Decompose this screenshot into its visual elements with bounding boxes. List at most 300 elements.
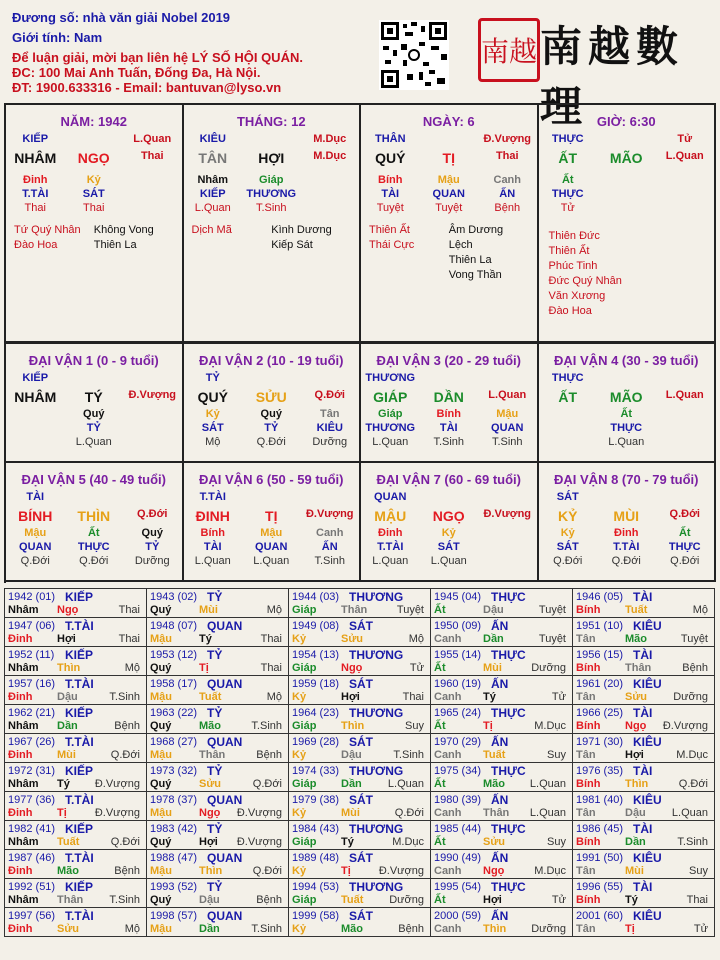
year-god: TỶ bbox=[207, 822, 223, 836]
year-god: SÁT bbox=[349, 851, 373, 865]
pillar-phase-top: M.Dục bbox=[313, 133, 347, 145]
dai-van-phase: Q.Đới bbox=[669, 508, 700, 520]
hidden-phase: L.Quan bbox=[194, 555, 231, 567]
year-cell bbox=[289, 676, 431, 705]
year-stem: Tân bbox=[576, 807, 596, 819]
year-label: 1957 (16) bbox=[8, 678, 56, 690]
year-stem: Tân bbox=[576, 865, 596, 877]
year-cell bbox=[5, 676, 147, 705]
year-phase: Suy bbox=[405, 720, 424, 732]
pillar-title: GIỜ: 6:30 bbox=[596, 114, 656, 129]
year-god: TỶ bbox=[207, 648, 223, 662]
star-item: Thái Cực bbox=[369, 239, 415, 251]
year-god: T.TÀI bbox=[65, 677, 94, 691]
dai-van-cell bbox=[184, 344, 362, 463]
pillar-branch: HỢI bbox=[258, 150, 285, 166]
year-label: 1978 (37) bbox=[150, 794, 198, 806]
year-stem: Giáp bbox=[292, 778, 317, 790]
year-phase: T.Sinh bbox=[109, 691, 140, 703]
year-phase: Đ.Vượng bbox=[662, 720, 708, 732]
year-phase: Đ.Vượng bbox=[236, 807, 282, 819]
year-branch: Mùi bbox=[199, 604, 218, 616]
hidden-stem: Mậu bbox=[496, 408, 519, 420]
year-cell bbox=[289, 763, 431, 792]
star-item: Vong Thần bbox=[448, 269, 502, 281]
year-phase: Đ.Vượng bbox=[378, 865, 424, 877]
year-god: THỰC bbox=[491, 764, 526, 778]
year-branch: Hợi bbox=[625, 749, 644, 761]
dai-van-main-row bbox=[184, 388, 360, 406]
dai-van-god: THƯƠNG bbox=[365, 372, 416, 384]
year-label: 1943 (02) bbox=[150, 591, 198, 603]
year-phase: Mộ bbox=[408, 633, 424, 645]
spacer bbox=[420, 132, 479, 146]
dai-van-hidden bbox=[361, 407, 537, 449]
hidden-stem: Bính bbox=[378, 174, 403, 186]
dai-van-god-row bbox=[6, 371, 182, 385]
hidden-stem-col bbox=[65, 407, 124, 449]
year-label: 1988 (47) bbox=[150, 852, 198, 864]
year-branch: Ngọ bbox=[483, 865, 505, 877]
year-cell bbox=[431, 792, 573, 821]
hidden-stem-col bbox=[597, 173, 656, 215]
year-stem: Canh bbox=[434, 807, 462, 819]
stars-list bbox=[361, 223, 537, 283]
year-branch: Tuất bbox=[483, 749, 506, 761]
year-stem: Tân bbox=[576, 633, 596, 645]
hidden-stem-col bbox=[301, 526, 360, 568]
hidden-phase: Thai bbox=[83, 202, 105, 214]
year-god: ẤN bbox=[491, 793, 509, 807]
year-god: TÀI bbox=[633, 706, 653, 720]
year-cell bbox=[147, 647, 289, 676]
dai-van-hidden bbox=[361, 526, 537, 568]
year-stem: Bính bbox=[576, 778, 601, 790]
year-god: ẤN bbox=[491, 677, 509, 691]
year-label: 1963 (22) bbox=[150, 707, 198, 719]
year-phase: L.Quan bbox=[387, 778, 424, 790]
spacer bbox=[65, 132, 124, 146]
year-god: KIẾP bbox=[65, 764, 94, 778]
year-stem: Đinh bbox=[8, 923, 33, 935]
hidden-god: SÁT bbox=[201, 422, 224, 434]
year-label: 1984 (43) bbox=[292, 823, 340, 835]
hidden-stem: Mậu bbox=[24, 527, 47, 539]
year-label: 1991 (50) bbox=[576, 852, 624, 864]
star-item: Đào Hoa bbox=[14, 239, 58, 251]
year-cell bbox=[5, 589, 147, 618]
year-branch: Mão bbox=[57, 865, 79, 877]
year-cell bbox=[5, 618, 147, 647]
hidden-phase: Dưỡng bbox=[312, 436, 348, 448]
year-cell bbox=[431, 618, 573, 647]
year-god: T.TÀI bbox=[65, 793, 94, 807]
year-god: KIẾP bbox=[65, 648, 94, 662]
year-branch: Thân bbox=[199, 749, 226, 761]
year-stem: Quý bbox=[150, 604, 172, 616]
pillar-cell bbox=[539, 105, 717, 343]
hidden-phase: Q.Đới bbox=[256, 436, 286, 448]
pillar-stem: NHÂM bbox=[14, 150, 57, 166]
dai-van-branch: DẦN bbox=[433, 389, 464, 405]
year-phase: Mộ bbox=[124, 662, 140, 674]
logo-seal: 南越 bbox=[478, 18, 540, 82]
dai-van-title: ĐẠI VẬN 2 (10 - 19 tuổi) bbox=[199, 353, 344, 368]
year-god: THỰC bbox=[491, 822, 526, 836]
year-god: THỰC bbox=[491, 880, 526, 894]
year-phase: Dưỡng bbox=[531, 662, 566, 674]
year-label: 1994 (53) bbox=[292, 881, 340, 893]
year-stem: Đinh bbox=[8, 807, 33, 819]
year-stem: Giáp bbox=[292, 662, 317, 674]
star-item: Đào Hoa bbox=[548, 305, 592, 317]
year-cell bbox=[5, 879, 147, 908]
hidden-stem: Kỷ bbox=[205, 408, 220, 420]
year-stem: Ất bbox=[434, 836, 446, 848]
year-branch: Dần bbox=[57, 720, 78, 732]
hidden-phase: T.Sinh bbox=[491, 436, 523, 448]
hidden-stem: Đinh bbox=[23, 174, 48, 186]
star-item: Thiên Đức bbox=[548, 230, 600, 242]
year-branch: Thân bbox=[625, 662, 652, 674]
dai-van-god: SÁT bbox=[556, 491, 579, 503]
year-cell bbox=[573, 705, 715, 734]
hidden-stem-col bbox=[242, 407, 301, 449]
star-item: Thiên La bbox=[448, 254, 492, 266]
hidden-god: TỶ bbox=[86, 422, 101, 434]
year-label: 1948 (07) bbox=[150, 620, 198, 632]
year-god: TỶ bbox=[207, 590, 223, 604]
year-cell bbox=[289, 850, 431, 879]
hidden-phase: L.Quan bbox=[253, 555, 290, 567]
yearly-grid bbox=[4, 588, 715, 937]
dai-van-god-row bbox=[6, 490, 182, 504]
year-branch: Hợi bbox=[483, 894, 502, 906]
year-cell bbox=[5, 705, 147, 734]
year-label: 1969 (28) bbox=[292, 736, 340, 748]
year-phase: Bệnh bbox=[398, 923, 424, 935]
dai-van-grid-row1 bbox=[4, 342, 716, 464]
dai-van-god: KIẾP bbox=[22, 372, 49, 384]
year-branch: Mùi bbox=[341, 807, 360, 819]
year-phase: Dưỡng bbox=[673, 691, 708, 703]
hidden-god: QUAN bbox=[255, 541, 288, 553]
year-god: T.TÀI bbox=[65, 851, 94, 865]
pillar-phase-top: L.Quan bbox=[133, 133, 172, 145]
year-god: KIẾP bbox=[65, 822, 94, 836]
year-branch: Sửu bbox=[483, 836, 506, 848]
hidden-stem-col bbox=[65, 526, 124, 568]
hidden-god: T.TÀI bbox=[613, 541, 640, 553]
year-phase: Thai bbox=[260, 662, 282, 674]
year-label: 1977 (36) bbox=[8, 794, 56, 806]
hidden-stem: Bính bbox=[200, 527, 225, 539]
year-god: THỰC bbox=[491, 648, 526, 662]
hidden-phase: Tuyệt bbox=[435, 202, 463, 214]
dai-van-cell bbox=[6, 344, 184, 463]
year-phase: M.Dục bbox=[534, 865, 566, 877]
pillar-title: NĂM: 1942 bbox=[60, 114, 127, 129]
hidden-phase: Tử bbox=[560, 202, 575, 214]
hidden-god: TỶ bbox=[145, 541, 160, 553]
subject-line: Đương số: nhà văn giải Nobel 2019 bbox=[12, 10, 231, 25]
year-phase: T.Sinh bbox=[251, 720, 282, 732]
year-god: TÀI bbox=[633, 590, 653, 604]
year-stem: Kỷ bbox=[292, 633, 307, 645]
year-god: QUAN bbox=[207, 735, 243, 749]
year-branch: Tý bbox=[341, 836, 354, 848]
year-stem: Nhâm bbox=[8, 836, 39, 848]
hidden-stem-col bbox=[597, 526, 656, 568]
hidden-phase: T.Sinh bbox=[314, 555, 346, 567]
dai-van-stem: GIÁP bbox=[373, 389, 408, 405]
year-stem: Giáp bbox=[292, 894, 317, 906]
year-branch: Hợi bbox=[341, 691, 360, 703]
hidden-stem-col bbox=[420, 407, 479, 449]
year-label: 1953 (12) bbox=[150, 649, 198, 661]
year-label: 1997 (56) bbox=[8, 910, 56, 922]
hidden-phase: Thai bbox=[24, 202, 46, 214]
year-god: TỶ bbox=[207, 764, 223, 778]
year-phase: L.Quan bbox=[671, 807, 708, 819]
hidden-stem-col bbox=[478, 526, 537, 568]
year-god: TỶ bbox=[207, 706, 223, 720]
hidden-stem: Canh bbox=[316, 527, 344, 539]
year-cell bbox=[573, 821, 715, 850]
year-branch: Mão bbox=[483, 778, 505, 790]
stars-right bbox=[271, 223, 351, 253]
year-stem: Bính bbox=[576, 894, 601, 906]
year-phase: Đ.Vượng bbox=[94, 807, 140, 819]
year-phase: Tử bbox=[409, 662, 424, 674]
year-branch: Tị bbox=[483, 720, 493, 732]
year-cell bbox=[431, 879, 573, 908]
dai-van-main-row bbox=[6, 388, 182, 406]
year-stem: Quý bbox=[150, 662, 172, 674]
year-branch: Dần bbox=[341, 778, 362, 790]
year-cell bbox=[289, 879, 431, 908]
year-phase: Tử bbox=[551, 894, 566, 906]
hidden-stem-col bbox=[656, 173, 715, 215]
pillar-god-row bbox=[184, 132, 360, 146]
year-god: THƯƠNG bbox=[349, 590, 404, 604]
year-god: SÁT bbox=[349, 793, 373, 807]
year-stem: Canh bbox=[434, 691, 462, 703]
year-phase: Thai bbox=[260, 633, 282, 645]
year-stem: Kỷ bbox=[292, 923, 307, 935]
stars-left bbox=[14, 223, 94, 253]
dai-van-phase: Đ.Vượng bbox=[483, 508, 532, 520]
hidden-stem-col bbox=[65, 173, 124, 215]
pillar-hidden bbox=[184, 173, 360, 215]
hidden-phase: L.Quan bbox=[75, 436, 112, 448]
dai-van-main-row bbox=[6, 507, 182, 525]
hidden-stem-col bbox=[361, 407, 420, 449]
hidden-phase: L.Quan bbox=[430, 555, 467, 567]
hidden-god: T.TÀI bbox=[22, 188, 49, 200]
contact-line: Để luận giải, mời bạn liên hệ LÝ SỐ HỘI QUÁN. bbox=[12, 50, 303, 65]
dai-van-god-row bbox=[539, 371, 715, 385]
year-branch: Dậu bbox=[483, 604, 504, 616]
dai-van-cell bbox=[361, 463, 539, 582]
dai-van-title: ĐẠI VẬN 5 (40 - 49 tuổi) bbox=[21, 472, 166, 487]
year-cell bbox=[147, 879, 289, 908]
pillar-phase: Thai bbox=[140, 150, 164, 162]
hidden-phase: T.Sinh bbox=[255, 202, 287, 214]
pillar-stem: ẤT bbox=[558, 150, 578, 166]
year-stem: Kỷ bbox=[292, 691, 307, 703]
hidden-god: TÀI bbox=[381, 188, 400, 200]
pillar-stem-god: THỰC bbox=[551, 133, 584, 145]
year-branch: Tý bbox=[625, 894, 638, 906]
star-item: Âm Dương Lệch bbox=[448, 224, 504, 251]
year-branch: Tị bbox=[341, 865, 351, 877]
pillar-god-row bbox=[6, 132, 182, 146]
year-phase: Q.Đới bbox=[394, 807, 424, 819]
pillar-title: THÁNG: 12 bbox=[236, 114, 306, 129]
pillar-stem-god: KIẾP bbox=[22, 133, 49, 145]
dai-van-title: ĐẠI VẬN 4 (30 - 39 tuổi) bbox=[554, 353, 699, 368]
year-stem: Ất bbox=[434, 662, 446, 674]
year-branch: Mão bbox=[341, 923, 363, 935]
year-branch: Ngọ bbox=[341, 662, 363, 674]
dai-van-phase: L.Quan bbox=[488, 389, 527, 401]
pillar-phase-top: Tử bbox=[677, 133, 693, 145]
year-god: SÁT bbox=[349, 909, 373, 923]
dai-van-phase: Đ.Vượng bbox=[128, 389, 177, 401]
year-god: SÁT bbox=[349, 619, 373, 633]
hidden-phase: L.Quan bbox=[372, 555, 409, 567]
gender-line: Giới tính: Nam bbox=[12, 30, 103, 45]
dai-van-phase: Q.Đới bbox=[137, 508, 168, 520]
year-cell bbox=[573, 850, 715, 879]
year-label: 1946 (05) bbox=[576, 591, 624, 603]
year-stem: Mậu bbox=[150, 691, 172, 703]
year-stem: Quý bbox=[150, 778, 172, 790]
hidden-stem-col bbox=[242, 173, 301, 215]
year-stem: Ất bbox=[434, 720, 446, 732]
year-stem: Bính bbox=[576, 662, 601, 674]
year-cell bbox=[573, 618, 715, 647]
year-phase: Mộ bbox=[124, 923, 140, 935]
dai-van-branch: SỬU bbox=[255, 389, 287, 405]
year-cell bbox=[573, 676, 715, 705]
hidden-stem-col bbox=[656, 407, 715, 449]
spacer bbox=[242, 132, 301, 146]
hidden-god: QUAN bbox=[432, 188, 465, 200]
star-item: Kình Dương bbox=[271, 224, 332, 236]
star-item: Không Vong bbox=[93, 224, 154, 236]
year-stem: Đinh bbox=[8, 633, 33, 645]
year-branch: Tuất bbox=[199, 691, 222, 703]
year-phase: Đ.Vượng bbox=[94, 778, 140, 790]
hidden-stem: Quý bbox=[141, 527, 163, 539]
dai-van-branch: NGỌ bbox=[432, 508, 465, 524]
address-line: ĐC: 100 Mai Anh Tuấn, Đống Đa, Hà Nội. bbox=[12, 65, 261, 80]
year-phase: L.Quan bbox=[529, 807, 566, 819]
qr-code-icon bbox=[379, 20, 449, 90]
hidden-stem-col bbox=[361, 526, 420, 568]
hidden-god: SÁT bbox=[437, 541, 460, 553]
dai-van-cell bbox=[539, 463, 717, 582]
dai-van-hidden bbox=[539, 407, 715, 449]
dai-van-main-row bbox=[361, 388, 537, 406]
year-branch: Thìn bbox=[625, 778, 649, 790]
stars-right bbox=[94, 223, 174, 253]
dai-van-stem: ĐINH bbox=[195, 508, 230, 524]
hidden-stem-col bbox=[242, 526, 301, 568]
hidden-stem: Đinh bbox=[378, 527, 403, 539]
stars-left bbox=[369, 223, 449, 283]
year-phase: Bệnh bbox=[256, 749, 282, 761]
dai-van-hidden bbox=[539, 526, 715, 568]
year-god: TỶ bbox=[207, 880, 223, 894]
dai-van-hidden bbox=[6, 407, 182, 449]
year-god: T.TÀI bbox=[65, 909, 94, 923]
phone-email-line: ĐT: 1900.633316 - Email: bantuvan@lyso.vn bbox=[12, 80, 282, 95]
year-label: 1965 (24) bbox=[434, 707, 482, 719]
dai-van-branch: MÙI bbox=[613, 508, 640, 524]
year-branch: Thân bbox=[57, 894, 84, 906]
year-cell bbox=[289, 618, 431, 647]
year-label: 1959 (18) bbox=[292, 678, 340, 690]
year-branch: Mùi bbox=[57, 749, 76, 761]
four-pillars-grid bbox=[4, 103, 716, 345]
hidden-stem-col bbox=[478, 407, 537, 449]
year-phase: Suy bbox=[689, 865, 708, 877]
year-branch: Thìn bbox=[199, 865, 223, 877]
hidden-phase: Mộ bbox=[205, 436, 221, 448]
year-label: 1972 (31) bbox=[8, 765, 56, 777]
pillar-main-row bbox=[539, 149, 715, 167]
year-cell bbox=[431, 821, 573, 850]
year-stem: Ất bbox=[434, 894, 446, 906]
dai-van-title: ĐẠI VẬN 1 (0 - 9 tuổi) bbox=[28, 353, 159, 368]
year-stem: Mậu bbox=[150, 807, 172, 819]
year-cell bbox=[431, 734, 573, 763]
year-god: THƯƠNG bbox=[349, 764, 404, 778]
hidden-stem-col bbox=[539, 407, 598, 449]
year-cell bbox=[5, 908, 147, 937]
year-god: KIÊU bbox=[633, 735, 662, 749]
year-stem: Kỷ bbox=[292, 749, 307, 761]
year-branch: Tý bbox=[199, 633, 212, 645]
year-branch: Thân bbox=[483, 807, 510, 819]
year-stem: Nhâm bbox=[8, 894, 39, 906]
hidden-god: THỰC bbox=[551, 188, 584, 200]
star-item: Kiếp Sát bbox=[271, 239, 313, 251]
year-god: THỰC bbox=[491, 706, 526, 720]
year-label: 1944 (03) bbox=[292, 591, 340, 603]
pillar-main-row bbox=[6, 149, 182, 167]
dai-van-god-row bbox=[184, 371, 360, 385]
year-branch: Dậu bbox=[625, 807, 646, 819]
hidden-phase: Q.Đới bbox=[553, 555, 583, 567]
hidden-god: KIÊU bbox=[316, 422, 343, 434]
year-phase: Q.Đới bbox=[678, 778, 708, 790]
year-cell bbox=[289, 734, 431, 763]
year-god: ẤN bbox=[491, 851, 509, 865]
year-phase: Bệnh bbox=[682, 662, 708, 674]
year-label: 1980 (39) bbox=[434, 794, 482, 806]
year-label: 1954 (13) bbox=[292, 649, 340, 661]
year-label: 1949 (08) bbox=[292, 620, 340, 632]
pillar-phase: Thai bbox=[495, 150, 519, 162]
year-phase: Thai bbox=[402, 691, 424, 703]
year-phase: Đ.Vượng bbox=[236, 836, 282, 848]
year-branch: Dần bbox=[199, 923, 220, 935]
hidden-stem: Giáp bbox=[259, 174, 284, 186]
